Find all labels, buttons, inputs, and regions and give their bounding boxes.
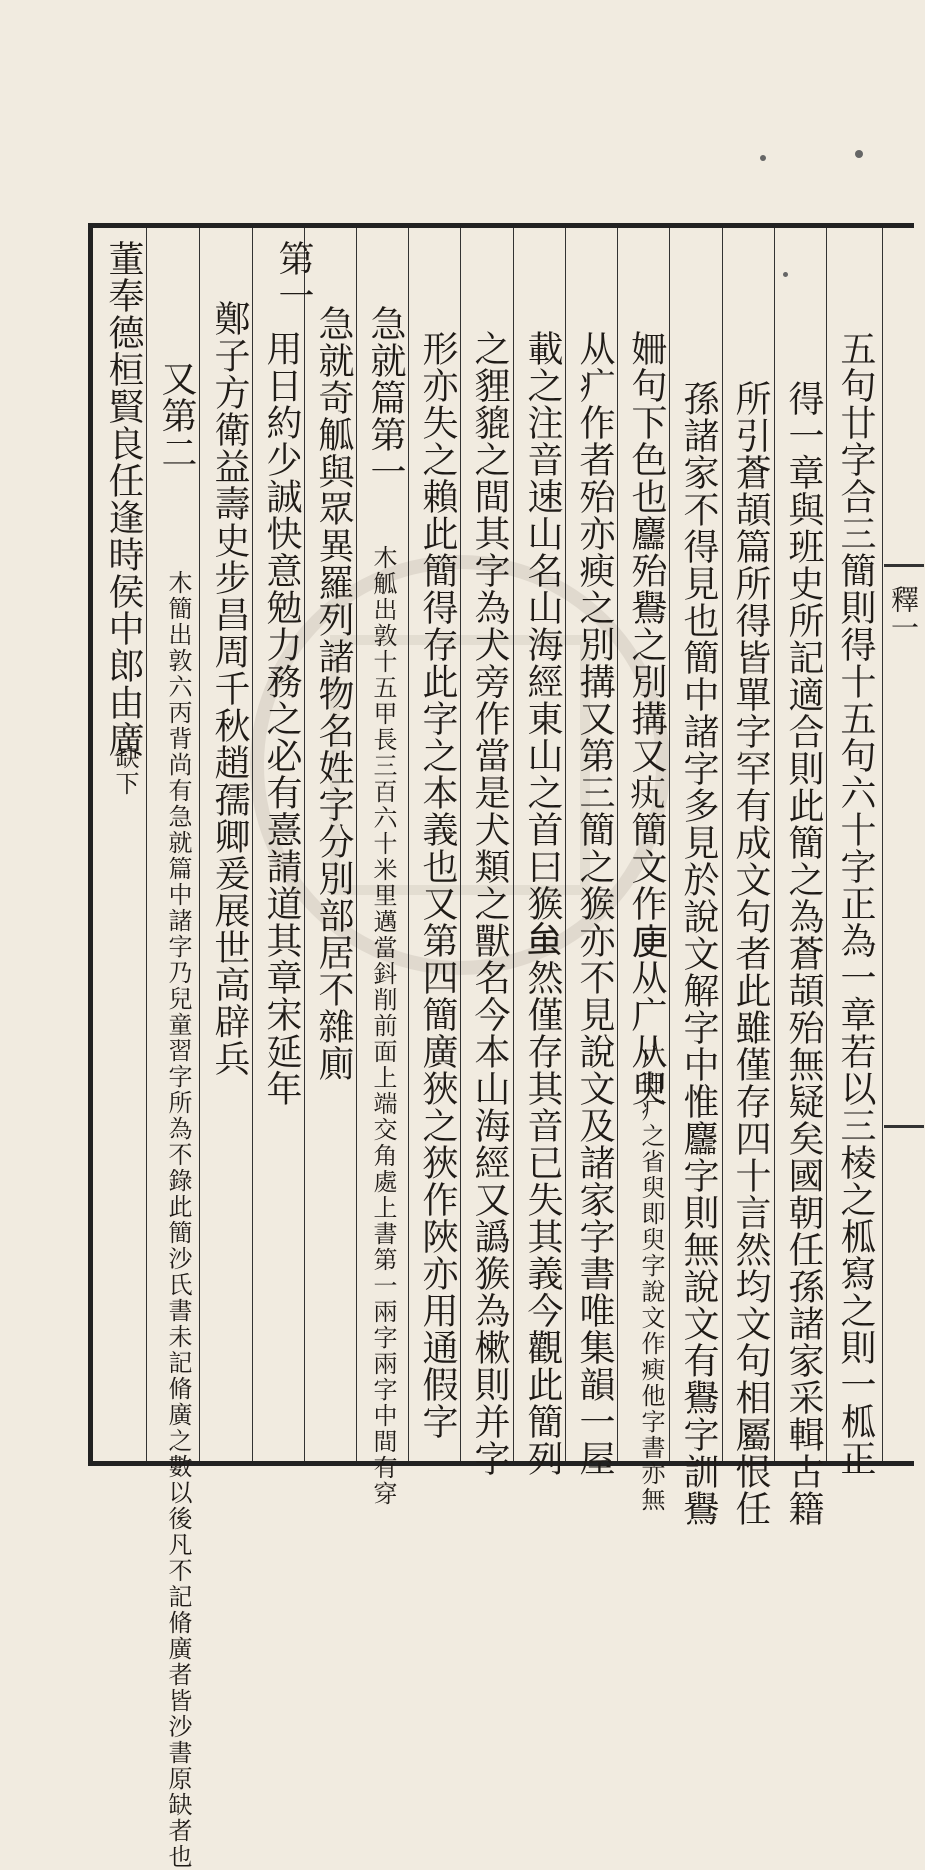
text-column-2: 得一章與班史所記適合則此簡之為蒼頡殆無疑矣國朝任孫諸家采輯古籍 [783,380,824,1527]
text-column-6: 从疒作者殆亦瘐之別搆又第三簡之㺅亦不見說文及諸家字書唯集韻一屋 [574,330,615,1477]
text-column-5: 姍句下色也麢殆鸒之別搆又𤴯簡文作𢈔从广从臾 [626,330,667,1107]
ink-speck [760,155,766,161]
chapter-heading-annotation: 木觚出敦十五甲長三百六十米里邁當鈄削前面上端交角處上書第一兩字兩字中間有穿 [369,545,397,1507]
text-column-7: 載之注音速山名山海經東山之首曰㺅𧈧然僅存其音已失其義今觀此簡列 [522,330,563,1477]
text-column-13: 鄭子方衛益壽史步昌周千秋趙孺卿爰展世高辟兵 [209,300,250,1077]
text-column-14: 又第二 [156,360,197,471]
text-column-8: 之貍貔之間其字為犬旁作當是犬類之獸名今本山海經又譌㺅為樕則并字 [469,330,510,1477]
text-column-9: 形亦失之賴此簡得存此字之本義也又第四簡廣狹之狹作陜亦用通假字 [417,330,458,1440]
text-column-3: 所引蒼頡篇所得皆單字罕有成文句者此雖僅存四十言然均文句相屬恨任 [730,380,771,1527]
fishtail-mark-bottom [884,1125,924,1128]
spine-label: 釋一 [887,585,920,641]
ink-speck [855,150,863,158]
chapter-heading: 急就篇第一 [365,305,406,490]
text-column-15-annotation: 缺下 [111,745,139,797]
text-column-12: 用日約少誠快意勉力務之必有憙請道其章宋延年 [261,330,302,1107]
fishtail-mark-top [884,564,924,567]
fold-spine [882,228,919,1461]
text-column-4: 孫諸家不得見也簡中諸字多見於說文解字中惟麢字則無說文有鸒字訓鸒 [678,380,719,1527]
text-column-11: 急就奇觚與眾異羅列諸物名姓字分別部居不雜廁 [313,305,354,1082]
text-column-15: 董奉德桓賢良任逢時侯中郎由廣 [103,240,144,758]
text-column-5-annotation: 广即疒之省臾即臾字說文作瘐他字書亦無 [637,1045,665,1513]
text-column-14-annotation: 木簡出敦六丙背尚有急就篇中諸字乃兒童習字所為不錄此簡沙氏書未記脩廣之數以後凡不記脩廣者皆沙書原缺者也 [164,570,192,1870]
section-label: 第一 [273,240,314,314]
text-column-1: 五句廿字合三簡則得十五句六十字正為一章若以三棱之柧寫之則一柧正 [835,330,876,1477]
